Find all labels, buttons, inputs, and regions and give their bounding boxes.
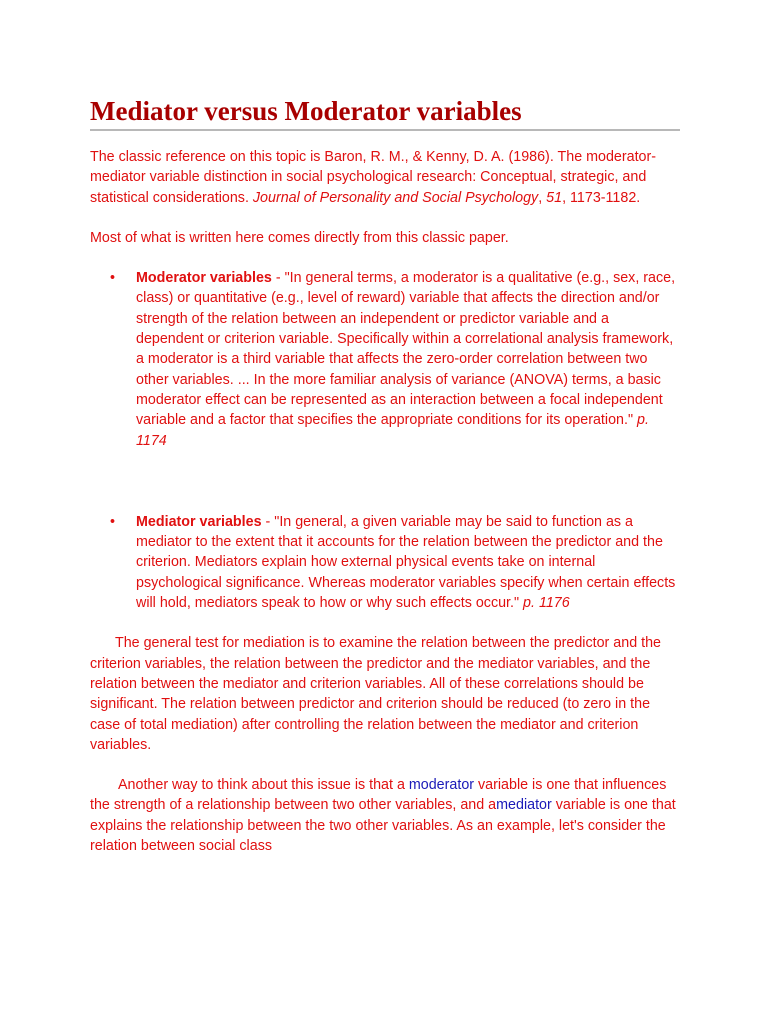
another-way-paragraph: [90, 775, 680, 856]
journal-pages: , 1173-1182.: [562, 189, 641, 206]
list-item-mediator: [90, 512, 680, 613]
source-note: Most of what is written here comes directly from this classic paper.: [90, 229, 509, 246]
list-item-moderator: [90, 268, 680, 451]
mediator-term: Mediator variables: [136, 513, 262, 530]
definitions-list: [90, 268, 680, 613]
moderator-link[interactable]: moderator: [408, 777, 475, 794]
moderator-term: Moderator variables: [136, 270, 272, 287]
another-way-text-2: variable is one that influences the strength of a relationship between two other variables, and a: [90, 777, 667, 814]
intro-paragraph: [90, 147, 680, 208]
another-way-text-1: Another way to think about this issue is that a: [118, 777, 409, 794]
journal-name: Journal of Personality and Social Psychology: [252, 189, 539, 206]
mediator-link[interactable]: mediator: [496, 797, 552, 814]
mediator-definition: - "In general, a given variable may be said to function as a mediator to the extent that it accounts for the relation between the predictor and the criterion. Mediators explain how external physical events take on internal psychological significance. Whereas moderator variables specify when certain effects will hold, mediators speak to how or why such effects occur.": [136, 513, 676, 612]
intro-separator: ,: [538, 189, 547, 206]
moderator-page-ref: p. 1174: [136, 412, 649, 449]
mediator-page-ref: p. 1176: [523, 595, 570, 612]
page-title: Mediator versus Moderator variables: [90, 95, 680, 131]
bullet-icon: •: [110, 513, 116, 530]
document-page: [90, 95, 680, 856]
another-way-text-3: variable is one that explains the relationship between the two other variables. As an example, let's consider the relation between social class: [90, 797, 676, 855]
moderator-definition: - "In general terms, a moderator is a qualitative (e.g., sex, race, class) or quantitative (e.g., level of reward) variable that affects the direction and/or strength of the relation between an independent or predictor variable and a dependent or criterion variable. Specifically within a correlational analysis framework, a moderator is a third variable that affects the zero-order correlation between two other variables. ... In the more familiar analysis of variance (ANOVA) terms, a basic moderator effect can be represented as an interaction between a focal independent variable and a factor that specifies the appropriate conditions for its operation.": [136, 270, 676, 429]
bullet-icon: •: [110, 270, 116, 287]
general-test-paragraph: The general test for mediation is to examine the relation between the predictor and the criterion variables, the relation between the predictor and the mediator variables, and the relation between the mediator and criterion variables. All of these correlations should be significant. The relation between predictor and criterion should be reduced (to zero in the case of total mediation) after controlling the relation between the mediator and criterion variables.: [90, 635, 661, 753]
intro-text: The classic reference on this topic is Baron, R. M., & Kenny, D. A. (1986). The moderator-mediator variable distinction in social psychological research: Conceptual, strategic, and statistical considerations.: [90, 149, 657, 206]
journal-volume: 51: [546, 189, 563, 206]
